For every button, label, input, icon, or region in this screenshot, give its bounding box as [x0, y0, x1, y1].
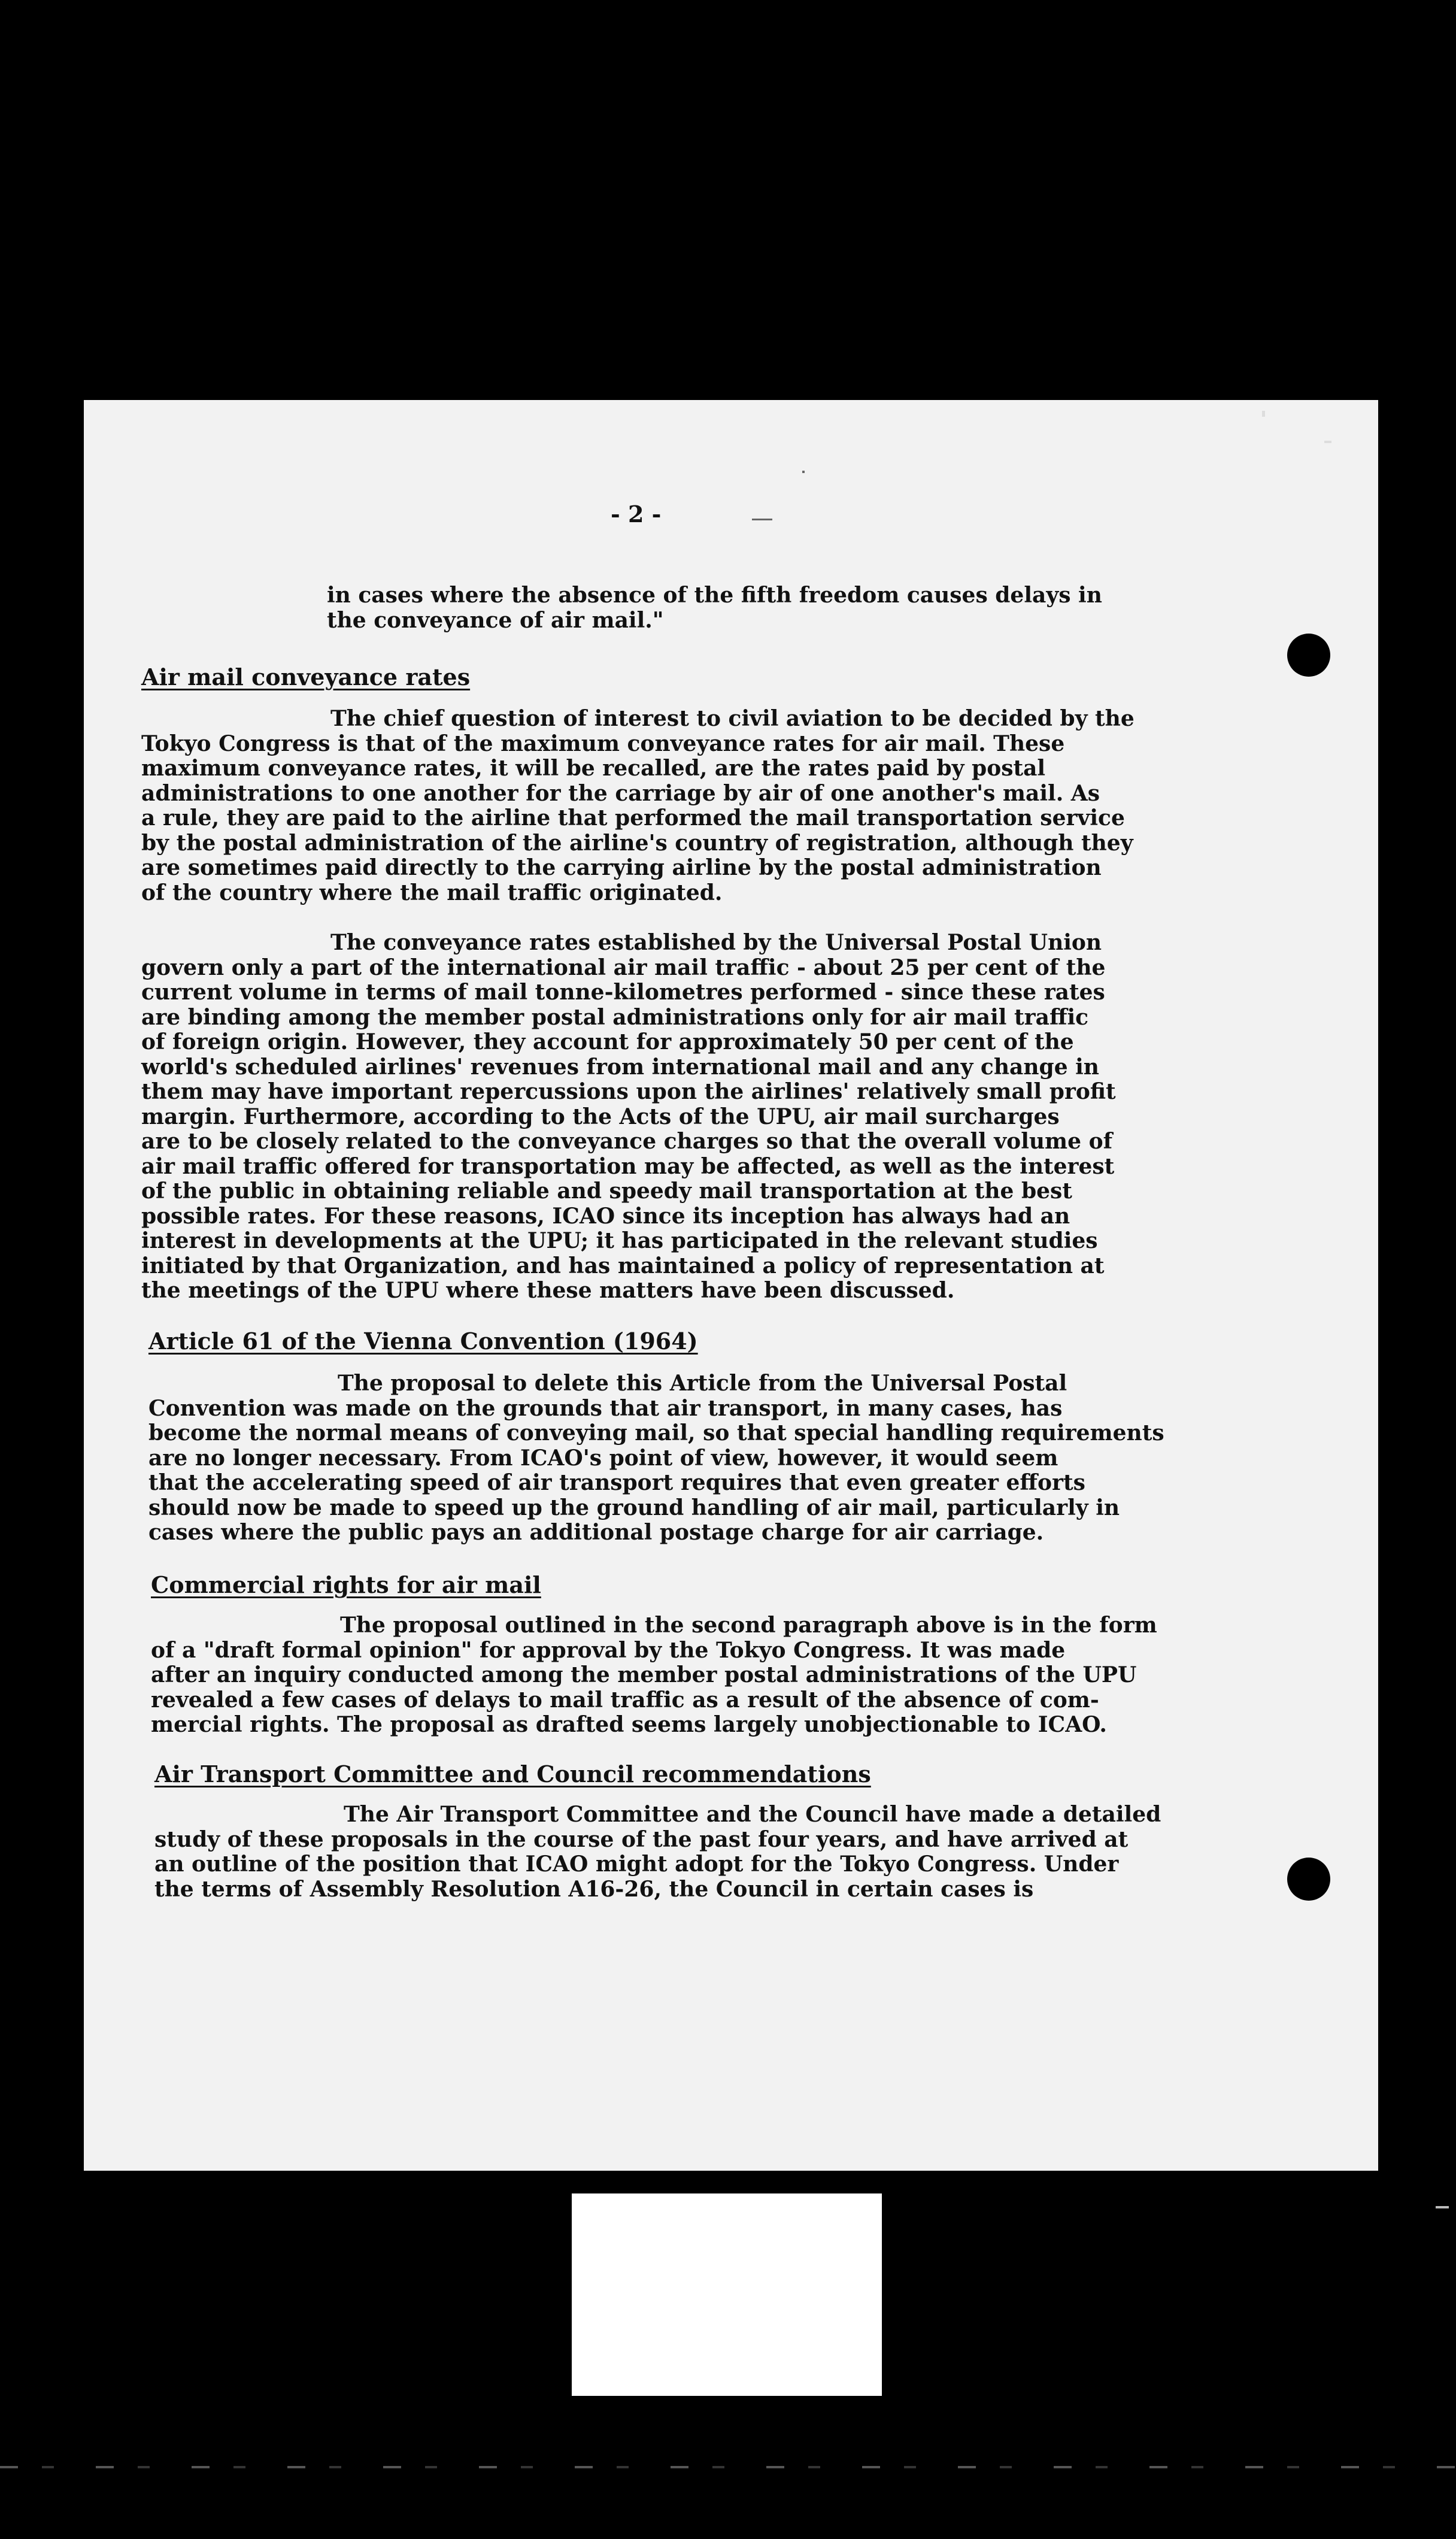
text-line: cases where the public pays an additional postage charge for air carriage. [148, 1520, 1044, 1545]
paragraph-rates-1 [141, 707, 1135, 905]
text-line: initiated by that Organization, and has maintained a policy of representation at [141, 1253, 1105, 1278]
text-line: The conveyance rates established by the Universal Postal Union [330, 930, 1102, 955]
section-heading-commercial-rights: Commercial rights for air mail [151, 1571, 541, 1598]
paragraph-rates-2 [141, 931, 1116, 1304]
text-line: of a "draft formal opinion" for approval by the Tokyo Congress. It was made [151, 1637, 1066, 1663]
paragraph-commercial-rights [151, 1613, 1157, 1738]
text-line: mercial rights. The proposal as drafted seems largely unobjectionable to ICAO. [151, 1712, 1107, 1737]
text-line: current volume in terms of mail tonne-kilometres performed - since these rates [141, 980, 1105, 1005]
text-line: should now be made to speed up the ground handling of air mail, particularly in [148, 1495, 1120, 1520]
section-heading-air-mail-rates: Air mail conveyance rates [141, 663, 471, 690]
text-line: after an inquiry conducted among the member postal administrations of the UPU [151, 1662, 1137, 1687]
text-line: the terms of Assembly Resolution A16-26, the Council in certain cases is [154, 1876, 1034, 1902]
text-line: in cases where the absence of the fifth freedom causes delays in [327, 583, 1102, 608]
text-line: administrations to one another for the carriage by air of one another's mail. As [141, 780, 1100, 806]
document-page [84, 400, 1378, 2171]
paragraph-recommendations [154, 1802, 1161, 1902]
text-line: the meetings of the UPU where these matters have been discussed. [141, 1278, 955, 1303]
text-line: revealed a few cases of delays to mail traffic as a result of the absence of com- [151, 1687, 1099, 1713]
text-line: the conveyance of air mail." [327, 607, 664, 633]
text-line: of foreign origin. However, they account for approximately 50 per cent of the [141, 1029, 1074, 1055]
text-line: are to be closely related to the conveyance charges so that the overall volume of [141, 1129, 1113, 1154]
text-line: a rule, they are paid to the airline that performed the mail transportation service [141, 805, 1125, 831]
section-heading-article-61: Article 61 of the Vienna Convention (1964) [148, 1328, 698, 1355]
text-line: interest in developments at the UPU; it has participated in the relevant studies [141, 1228, 1098, 1253]
text-line: margin. Furthermore, according to the Acts of the UPU, air mail surcharges [141, 1104, 1060, 1129]
text-line: govern only a part of the international air mail traffic - about 25 per cent of the [141, 955, 1106, 980]
scan-speck [1262, 411, 1265, 417]
text-line: are sometimes paid directly to the carrying airline by the postal administration [141, 855, 1102, 880]
text-line: that the accelerating speed of air transport requires that even greater efforts [148, 1470, 1085, 1495]
text-line: Convention was made on the grounds that air transport, in many cases, has [148, 1395, 1063, 1421]
text-line: of the country where the mail traffic originated. [141, 880, 723, 905]
text-line: world's scheduled airlines' revenues from international mail and any change in [141, 1054, 1099, 1080]
paragraph-article-61 [148, 1371, 1164, 1546]
text-line: them may have important repercussions upon the airlines' relatively small profit [141, 1079, 1116, 1104]
scan-speck [752, 519, 772, 520]
text-line: The proposal to delete this Article from the Universal Postal [338, 1371, 1067, 1396]
text-line: The chief question of interest to civil aviation to be decided by the [330, 706, 1135, 731]
page-number: - 2 - [611, 501, 662, 528]
text-line: air mail traffic offered for transportation may be affected, as well as the interest [141, 1153, 1115, 1179]
text-line: an outline of the position that ICAO might adopt for the Tokyo Congress. Under [154, 1852, 1119, 1877]
text-line: study of these proposals in the course of the past four years, and have arrived at [154, 1826, 1129, 1852]
text-line: The proposal outlined in the second paragraph above is in the form [340, 1613, 1157, 1638]
text-line: maximum conveyance rates, it will be recalled, are the rates paid by postal [141, 756, 1046, 781]
scan-speck [1436, 2206, 1449, 2208]
text-line: Tokyo Congress is that of the maximum conveyance rates for air mail. These [141, 731, 1065, 756]
text-line: The Air Transport Committee and the Council have made a detailed [344, 1802, 1161, 1827]
scan-speck [1324, 441, 1331, 443]
text-line: become the normal means of conveying mail, so that special handling requirements [148, 1420, 1164, 1446]
text-line: by the postal administration of the airline's country of registration, although they [141, 830, 1133, 856]
text-line: are binding among the member postal administrations only for air mail traffic [141, 1004, 1089, 1030]
text-line: of the public in obtaining reliable and speedy mail transportation at the best [141, 1178, 1072, 1204]
text-line: possible rates. For these reasons, ICAO since its inception has always had an [141, 1203, 1070, 1229]
scan-speck [802, 471, 805, 473]
blank-label-slip [572, 2193, 882, 2396]
punch-hole-top [1287, 634, 1330, 677]
punch-hole-bottom [1287, 1858, 1330, 1901]
text-line: are no longer necessary. From ICAO's point of view, however, it would seem [148, 1445, 1058, 1471]
section-heading-recommendations: Air Transport Committee and Council recommendations [154, 1761, 871, 1787]
scan-edge-line [0, 2466, 1456, 2468]
intro-quote [327, 583, 1102, 633]
